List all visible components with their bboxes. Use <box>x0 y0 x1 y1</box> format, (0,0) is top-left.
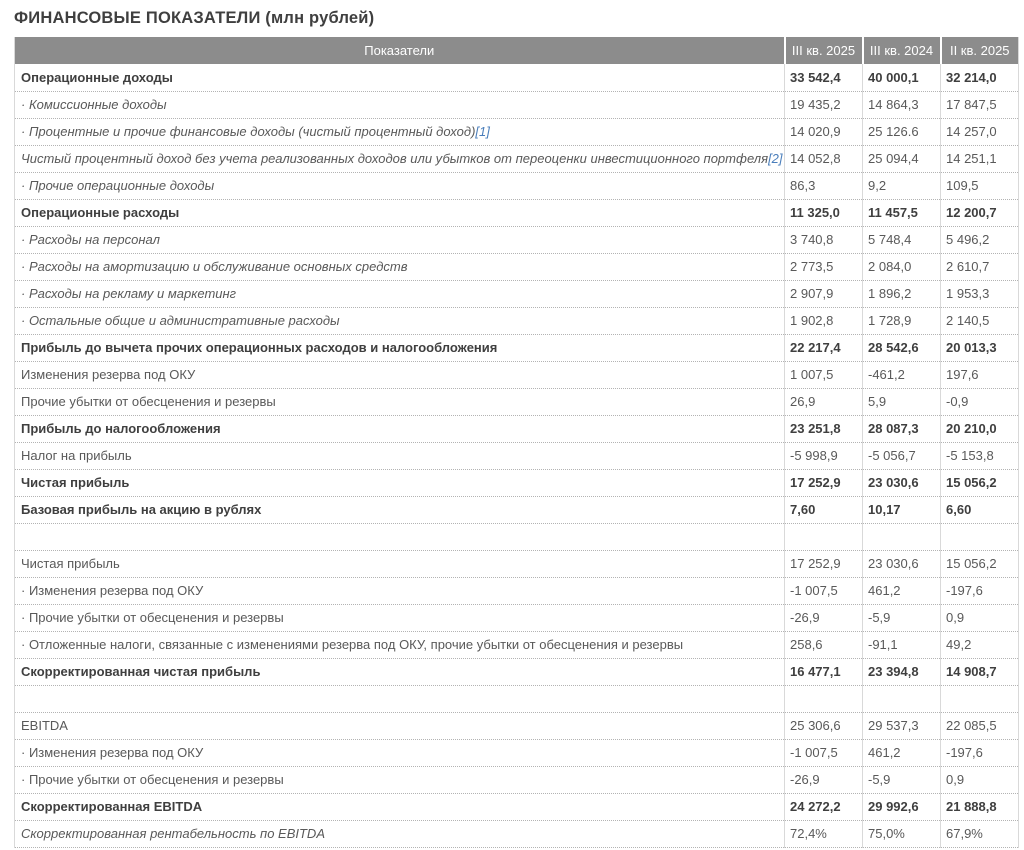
row-value: 6,60 <box>941 496 1019 523</box>
table-row <box>15 496 1019 523</box>
row-value: 0,9 <box>941 766 1019 793</box>
row-value: 22 085,5 <box>941 712 1019 739</box>
row-value: 28 087,3 <box>863 415 941 442</box>
row-label <box>15 739 785 766</box>
row-value: 33 542,4 <box>785 64 863 91</box>
table-row <box>15 361 1019 388</box>
row-label-text: Прибыль до вычета прочих операционных расходов и налогообложения <box>21 340 498 355</box>
row-value: 23 030,6 <box>863 469 941 496</box>
row-value: 1 896,2 <box>863 280 941 307</box>
table-row <box>15 604 1019 631</box>
row-label-text: · Остальные общие и административные расходы <box>21 313 340 328</box>
row-label-text: Скорректированная EBITDA <box>21 799 203 814</box>
row-value <box>863 523 941 550</box>
row-label <box>15 307 785 334</box>
page-title: ФИНАНСОВЫЕ ПОКАЗАТЕЛИ (млн рублей) <box>14 9 375 27</box>
table-row <box>15 118 1019 145</box>
row-label-text: · Комиссионные доходы <box>21 97 167 112</box>
table-row <box>15 334 1019 361</box>
table-row <box>15 253 1019 280</box>
table-row <box>15 739 1019 766</box>
row-value: 32 214,0 <box>941 64 1019 91</box>
row-value: 5 748,4 <box>863 226 941 253</box>
row-value: 22 217,4 <box>785 334 863 361</box>
row-value: 461,2 <box>863 577 941 604</box>
row-value: -26,9 <box>785 766 863 793</box>
row-label-text: · Изменения резерва под ОКУ <box>21 583 204 598</box>
row-label-text: Операционные доходы <box>21 69 173 85</box>
row-label <box>15 415 785 442</box>
row-value: -197,6 <box>941 577 1019 604</box>
row-value: 14 251,1 <box>941 145 1019 172</box>
row-label <box>15 172 785 199</box>
row-label-text: Базовая прибыль на акцию в рублях <box>21 502 262 517</box>
table-row <box>15 91 1019 118</box>
table-row <box>15 172 1019 199</box>
row-label-text: Операционные расходы <box>21 205 180 220</box>
row-label-text: · Изменения резерва под ОКУ <box>21 745 204 760</box>
row-value: 15 056,2 <box>941 550 1019 577</box>
row-value: 5,9 <box>863 388 941 415</box>
row-value: 10,17 <box>863 496 941 523</box>
row-label <box>15 145 785 172</box>
row-label <box>15 766 785 793</box>
table-row <box>15 64 1019 91</box>
row-value: 11 325,0 <box>785 199 863 226</box>
row-value: 40 000,1 <box>863 64 941 91</box>
row-label <box>15 334 785 361</box>
row-value: 49,2 <box>941 631 1019 658</box>
row-value: 16 477,1 <box>785 658 863 685</box>
row-value: 23 251,8 <box>785 415 863 442</box>
row-value: -5,9 <box>863 766 941 793</box>
table-row <box>15 307 1019 334</box>
row-value: -5 998,9 <box>785 442 863 469</box>
row-value: 25 306,6 <box>785 712 863 739</box>
row-value: 2 140,5 <box>941 307 1019 334</box>
row-label <box>15 64 785 91</box>
column-header-indicators: Показатели <box>15 37 785 64</box>
row-label <box>15 631 785 658</box>
row-value: 0,9 <box>941 604 1019 631</box>
row-label <box>15 712 785 739</box>
table-row <box>15 712 1019 739</box>
row-value: 17 847,5 <box>941 91 1019 118</box>
table-row <box>15 442 1019 469</box>
row-value: 7,60 <box>785 496 863 523</box>
row-label-text: · Расходы на амортизацию и обслуживание основных средств <box>21 259 408 274</box>
row-label <box>15 658 785 685</box>
table-row <box>15 766 1019 793</box>
row-label-text: EBITDA <box>21 718 68 733</box>
row-value: -1 007,5 <box>785 739 863 766</box>
row-value: 24 272,2 <box>785 793 863 820</box>
row-value: 86,3 <box>785 172 863 199</box>
row-label-text: Скорректированная рентабельность по EBITDA <box>21 826 325 841</box>
row-label <box>15 793 785 820</box>
table-row <box>15 469 1019 496</box>
table-row <box>15 685 1019 712</box>
row-label-text: · Прочие убытки от обесценения и резервы <box>21 610 284 625</box>
row-label <box>15 604 785 631</box>
column-header-q3-2024: III кв. 2024 <box>863 37 941 64</box>
row-label <box>15 523 785 550</box>
row-value: 67,9% <box>941 820 1019 847</box>
row-label-text: Налог на прибыль <box>21 448 132 463</box>
row-value: 9,2 <box>863 172 941 199</box>
row-value: 25 094,4 <box>863 145 941 172</box>
row-value: 29 992,6 <box>863 793 941 820</box>
row-value <box>785 523 863 550</box>
row-value: 75,0% <box>863 820 941 847</box>
row-label <box>15 496 785 523</box>
row-label <box>15 469 785 496</box>
row-label <box>15 577 785 604</box>
row-value: 197,6 <box>941 361 1019 388</box>
row-label <box>15 685 785 712</box>
row-value: 21 888,8 <box>941 793 1019 820</box>
row-label <box>15 91 785 118</box>
row-value: 3 740,8 <box>785 226 863 253</box>
table-row <box>15 280 1019 307</box>
row-label-text: Чистый процентный доход без учета реализованных доходов или убытков от переоценки инвестиционного портфеля <box>21 151 769 166</box>
footnote-link[interactable]: [2] <box>768 151 783 166</box>
row-label <box>15 118 785 145</box>
row-label-text: · Прочие операционные доходы <box>21 178 215 193</box>
row-label-text: · Прочие убытки от обесценения и резервы <box>21 772 284 787</box>
row-value: 2 084,0 <box>863 253 941 280</box>
row-value: -461,2 <box>863 361 941 388</box>
row-value: 20 210,0 <box>941 415 1019 442</box>
table-row <box>15 550 1019 577</box>
column-header-q2-2025: II кв. 2025 <box>941 37 1019 64</box>
row-value <box>863 685 941 712</box>
row-label-text: Чистая прибыль <box>21 556 120 571</box>
row-value: -91,1 <box>863 631 941 658</box>
row-label <box>15 280 785 307</box>
row-value: 17 252,9 <box>785 550 863 577</box>
row-value: 12 200,7 <box>941 199 1019 226</box>
row-label <box>15 199 785 226</box>
row-value: 11 457,5 <box>863 199 941 226</box>
row-value: 2 907,9 <box>785 280 863 307</box>
row-value: -5 153,8 <box>941 442 1019 469</box>
row-value: 26,9 <box>785 388 863 415</box>
table-header <box>15 37 1019 64</box>
row-label-text: Прочие убытки от обесценения и резервы <box>21 394 276 409</box>
row-value: 14 864,3 <box>863 91 941 118</box>
row-value: 23 030,6 <box>863 550 941 577</box>
row-label-text: Скорректированная чистая прибыль <box>21 664 261 679</box>
table-row <box>15 199 1019 226</box>
row-value: -0,9 <box>941 388 1019 415</box>
table-body <box>15 64 1019 847</box>
row-value: 25 126.6 <box>863 118 941 145</box>
row-value: 1 902,8 <box>785 307 863 334</box>
row-value: 1 007,5 <box>785 361 863 388</box>
table-row <box>15 577 1019 604</box>
row-value: -5 056,7 <box>863 442 941 469</box>
row-label-text: Чистая прибыль <box>21 475 130 490</box>
row-value: 19 435,2 <box>785 91 863 118</box>
row-value: 14 020,9 <box>785 118 863 145</box>
row-value: 2 610,7 <box>941 253 1019 280</box>
table-row <box>15 145 1019 172</box>
column-header-q3-2025: III кв. 2025 <box>785 37 863 64</box>
row-label <box>15 550 785 577</box>
table-row <box>15 793 1019 820</box>
row-value: 5 496,2 <box>941 226 1019 253</box>
header-row <box>15 37 1019 64</box>
row-label <box>15 820 785 847</box>
row-value: -197,6 <box>941 739 1019 766</box>
row-label-text: · Отложенные налоги, связанные с изменениями резерва под ОКУ, прочие убытки от обесценения и резервы <box>21 637 684 652</box>
row-value: 14 257,0 <box>941 118 1019 145</box>
row-label-text: · Процентные и прочие финансовые доходы (чистый процентный доход) <box>21 124 476 139</box>
row-label-text: · Расходы на рекламу и маркетинг <box>21 286 237 301</box>
row-value: 29 537,3 <box>863 712 941 739</box>
table-row <box>15 631 1019 658</box>
row-value: 109,5 <box>941 172 1019 199</box>
row-value: 1 728,9 <box>863 307 941 334</box>
row-value: 17 252,9 <box>785 469 863 496</box>
row-value <box>785 685 863 712</box>
row-value: 23 394,8 <box>863 658 941 685</box>
table-row <box>15 415 1019 442</box>
row-value <box>941 523 1019 550</box>
row-label-text: Изменения резерва под ОКУ <box>21 367 196 382</box>
table-row <box>15 388 1019 415</box>
row-label <box>15 388 785 415</box>
row-label-text: · Расходы на персонал <box>21 232 160 247</box>
row-value: 14 908,7 <box>941 658 1019 685</box>
row-value: 2 773,5 <box>785 253 863 280</box>
row-value: -1 007,5 <box>785 577 863 604</box>
row-value: 15 056,2 <box>941 469 1019 496</box>
row-label-text: Прибыль до налогообложения <box>21 421 221 436</box>
row-value: 20 013,3 <box>941 334 1019 361</box>
row-value: 14 052,8 <box>785 145 863 172</box>
row-value: 72,4% <box>785 820 863 847</box>
table-row <box>15 226 1019 253</box>
row-value: 258,6 <box>785 631 863 658</box>
row-label <box>15 361 785 388</box>
row-label <box>15 253 785 280</box>
footnote-link[interactable]: [1] <box>475 124 490 139</box>
financial-table <box>14 37 1019 848</box>
table-row <box>15 820 1019 847</box>
table-row <box>15 658 1019 685</box>
row-value <box>941 685 1019 712</box>
row-value: -5,9 <box>863 604 941 631</box>
row-value: -26,9 <box>785 604 863 631</box>
row-label <box>15 226 785 253</box>
row-value: 461,2 <box>863 739 941 766</box>
row-value: 28 542,6 <box>863 334 941 361</box>
table-row <box>15 523 1019 550</box>
row-label <box>15 442 785 469</box>
row-value: 1 953,3 <box>941 280 1019 307</box>
